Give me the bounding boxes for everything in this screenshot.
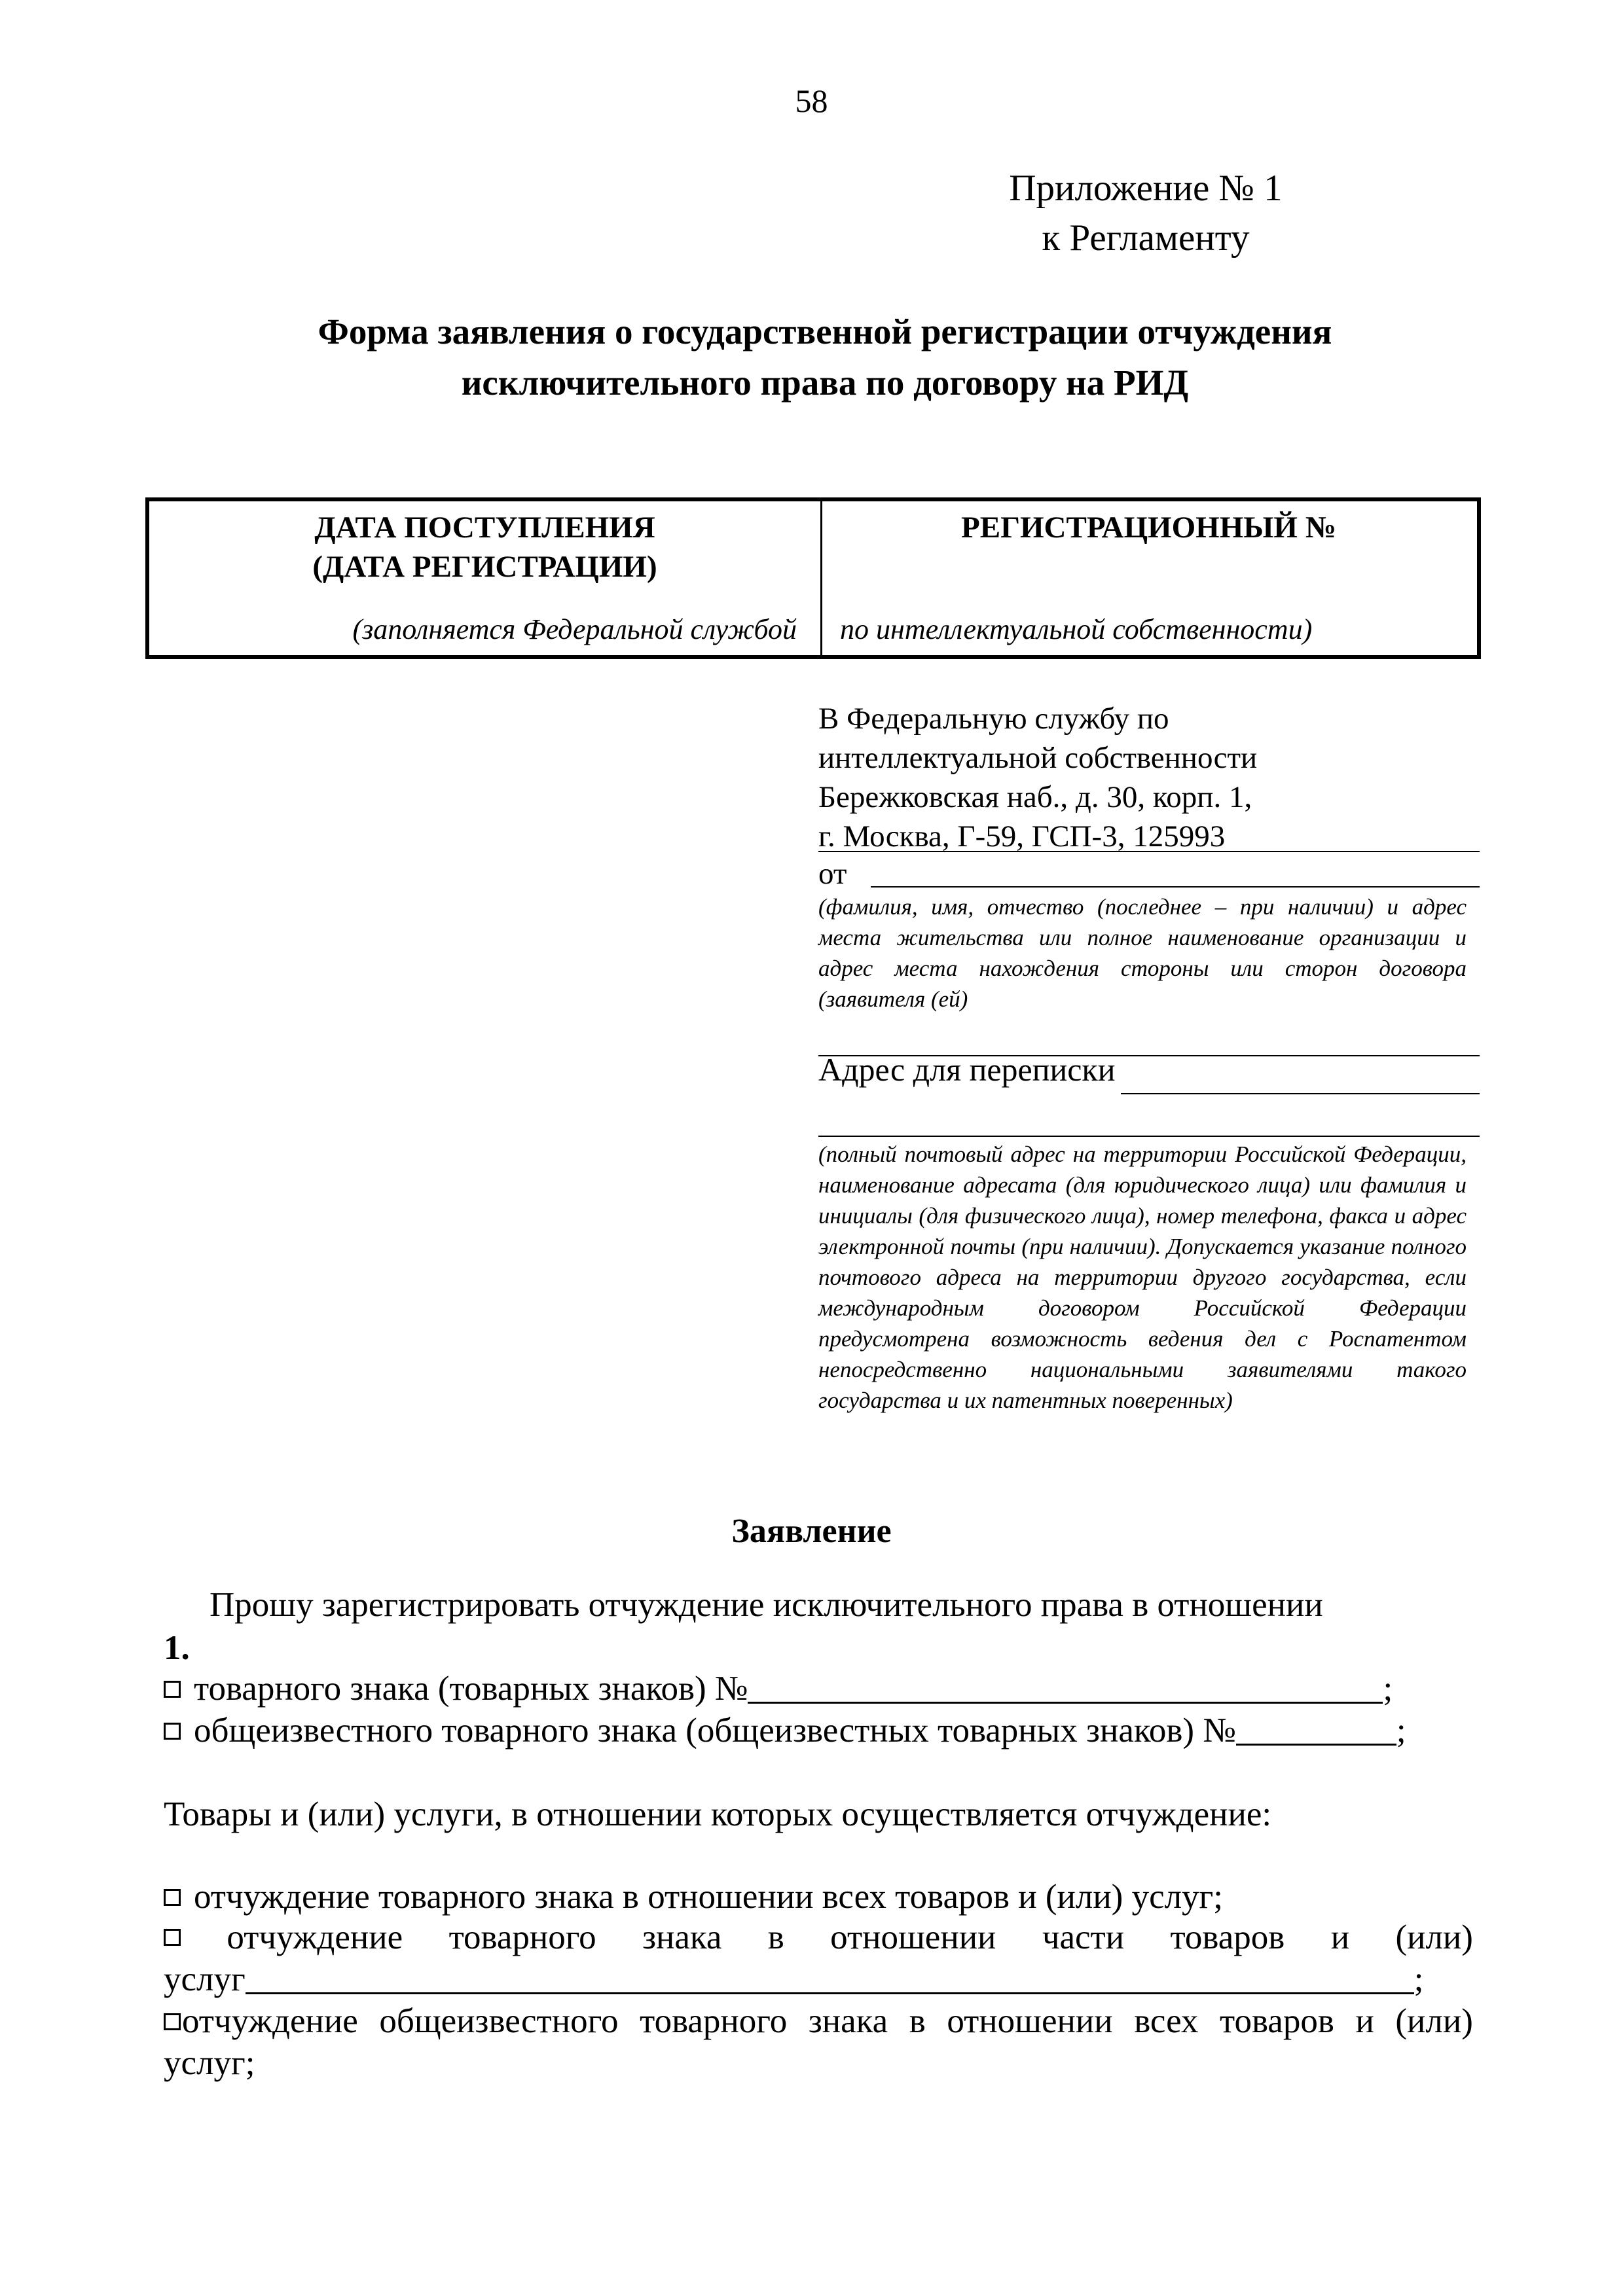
mail-address-label-text: Адрес для переписки	[818, 1051, 1116, 1088]
well-known-all-checkbox[interactable]	[164, 2013, 181, 2030]
option-trademark-label: товарного знака (товарных знаков) №	[194, 1670, 748, 1708]
well-known-all-tail: услуг;	[164, 2044, 255, 2082]
appendix-line-2: к Регламенту	[1042, 217, 1250, 259]
well-known-all-word: общеизвестного	[379, 2002, 619, 2040]
well-known-all-word: отношении	[947, 2002, 1113, 2040]
applicant-field[interactable]	[871, 886, 1480, 888]
well-known-all-word: всех	[1134, 2002, 1199, 2040]
goods-part-row	[164, 1918, 1473, 1957]
goods-part-tail-row	[164, 1960, 1423, 1999]
date-received-label	[149, 508, 820, 586]
recipient-line-2: интеллектуальной собственности	[818, 741, 1258, 775]
goods-heading: Товары и (или) услуги, в отношении которых осуществляется отчуждение:	[164, 1795, 1272, 1833]
recipient-line-3: Бережковская наб., д. 30, корп. 1,	[818, 780, 1252, 814]
form-title-line-1: Форма заявления о государственной регистрации отчуждения	[318, 312, 1332, 351]
recipient-address	[818, 699, 1473, 856]
statement-title: Заявление	[731, 1513, 892, 1550]
recipient-underline	[818, 851, 1480, 852]
well-known-all-word: знака	[808, 2002, 888, 2040]
mail-address-extra-field[interactable]	[818, 1136, 1480, 1137]
goods-all-checkbox[interactable]	[164, 1889, 181, 1906]
from-row	[818, 856, 847, 891]
registration-number-label: РЕГИСТРАЦИОННЫЙ №	[961, 511, 1336, 545]
goods-all-label: отчуждение товарного знака в отношении всех товаров и (или) услуг;	[194, 1878, 1224, 1916]
mail-address-note: (полный почтовый адрес на территории Российской Федерации, наименование адресата (для юридического лица) или фамилия и инициалы (для физического лица), номер телефона, факса и адрес электронной почты (при наличии). Допускается указание полного почтового адреса на территории другого государства, если международным договором Российской Федерации предусмотрена возможность ведения дел с Роспатентом непосредственно национальными заявителями такого государства и их патентных поверенных)	[818, 1141, 1467, 1413]
recipient-line-4: г. Москва, Г-59, ГСП-3, 125993	[818, 819, 1226, 853]
applicant-note: (фамилия, имя, отчество (последнее – при наличии) и адрес места жительства или полное наименование организации и адрес места нахождения стороны или сторон договора (заявителя (ей)	[818, 894, 1467, 1012]
mail-address-field[interactable]	[1121, 1093, 1480, 1094]
goods-part-checkbox[interactable]	[164, 1929, 181, 1946]
page-number: 58	[795, 82, 828, 119]
goods-part-word: отношении	[830, 1918, 996, 1956]
form-title-line-2: исключительного права по договору на РИД	[461, 363, 1189, 403]
well-known-all-word: в	[909, 2002, 926, 2040]
goods-part-tail-label: услуг	[164, 1960, 246, 1998]
trademark-checkbox[interactable]	[164, 1681, 181, 1698]
date-received-line-2: (ДАТА РЕГИСТРАЦИИ)	[312, 550, 657, 584]
goods-part-word: товарного	[448, 1918, 596, 1956]
goods-all-row	[164, 1877, 1223, 1916]
well-known-checkbox[interactable]	[164, 1723, 181, 1740]
well-known-all-word: (или)	[1395, 2002, 1473, 2040]
option-well-known-row	[164, 1711, 1406, 1750]
goods-part-word: части	[1042, 1918, 1125, 1956]
date-received-line-1: ДАТА ПОСТУПЛЕНИЯ	[314, 511, 655, 545]
appendix-line-1: Приложение № 1	[1009, 168, 1283, 209]
goods-part-word: знака	[642, 1918, 722, 1956]
mail-address-row	[818, 1050, 1115, 1088]
appendix-header	[943, 164, 1349, 263]
recipient-line-1: В Федеральную службу по	[818, 702, 1169, 736]
well-known-all-row	[164, 2001, 1473, 2041]
well-known-all-word: товарного	[640, 2002, 788, 2040]
registration-box	[145, 497, 1481, 659]
goods-part-word: товаров	[1170, 1918, 1285, 1956]
goods-part-semicolon: ;	[1413, 1960, 1424, 1998]
trademark-semicolon: ;	[1383, 1670, 1393, 1708]
well-known-semicolon: ;	[1396, 1712, 1406, 1749]
item-number: 1.	[164, 1629, 190, 1667]
from-label: от	[818, 857, 847, 891]
option-well-known-label: общеизвестного товарного знака (общеизвестных товарных знаков) №	[194, 1712, 1236, 1749]
goods-part-word: отчуждение	[227, 1918, 403, 1956]
goods-part-word: и	[1330, 1918, 1350, 1956]
filled-by-note-left: (заполняется Федеральной службой	[352, 613, 797, 645]
filled-by-note-right: по интеллектуальной собственности)	[840, 613, 1313, 645]
option-trademark-row	[164, 1669, 1393, 1708]
well-known-all-word: отчуждение	[182, 2002, 358, 2040]
well-known-all-word: товаров	[1220, 2002, 1334, 2040]
form-title	[196, 306, 1453, 408]
trademark-number-field[interactable]	[748, 1674, 1383, 1704]
goods-part-list-field[interactable]	[246, 1965, 1414, 1994]
goods-part-word: в	[767, 1918, 784, 1956]
well-known-all-word: и	[1355, 2002, 1374, 2040]
well-known-number-field[interactable]	[1236, 1716, 1396, 1746]
statement-intro: Прошу зарегистрировать отчуждение исключительного права в отношении	[210, 1586, 1323, 1624]
goods-part-word: (или)	[1395, 1918, 1473, 1956]
